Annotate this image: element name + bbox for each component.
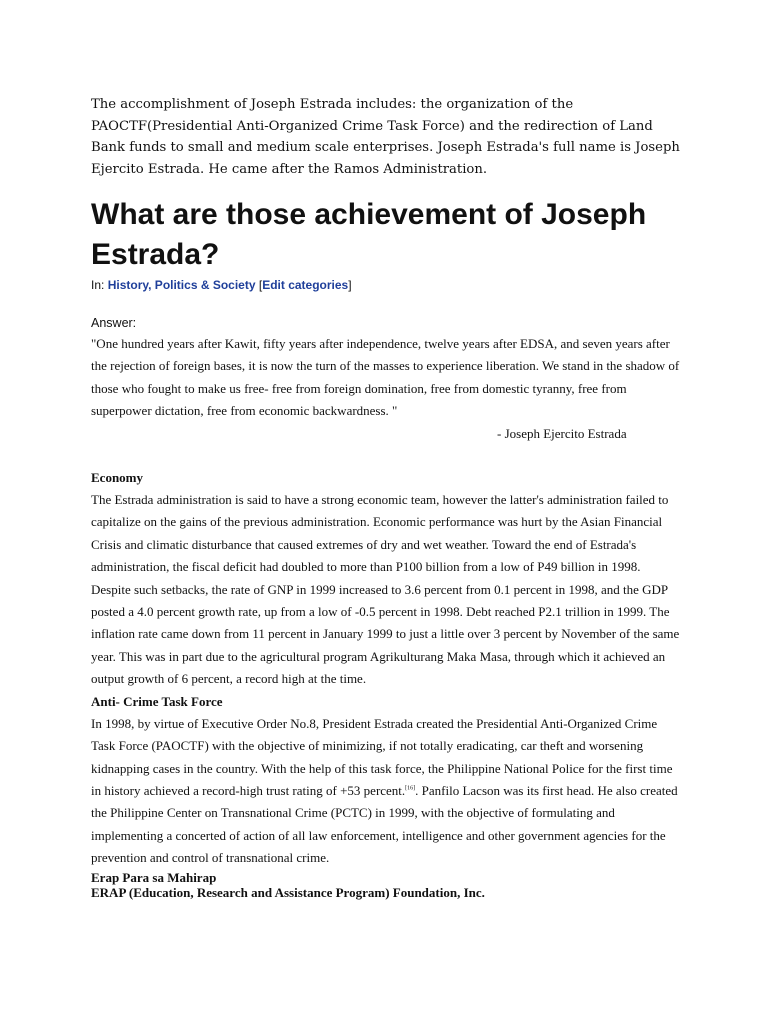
economy-heading: Economy xyxy=(91,470,143,486)
crime-text-after: . Panfilo Lacson was its first head. He also created the Philippine Center on Transnational Crime (PCTC) in 1999, with the objective of formulating and implementing a concerted of action of all law enforcement, intelligence and other government agencies for the prevention and control of transnational crime. xyxy=(91,782,678,866)
economy-paragraph: The Estrada administration is said to have a strong economic team, however the latter's administration failed to capitalize on the gains of the previous administration. Economic performance was hurt by the Asian Financial Crisis and climatic disturbance that caused extremes of dry and wet weather. Toward the end of Estrada's administration, the fiscal deficit had doubled to more than P100 billion from a low of P49 billion in 1998. Despite such setbacks, the rate of GNP in 1999 increased to 3.6 percent from 0.1 percent in 1998, and the GDP posted a 4.0 percent growth rate, up from a low of -0.5 percent in 1998. Debt reached P2.1 trillion in 1999. The inflation rate came down from 11 percent in January 1999 to just a little over 3 percent by November of the same year. This was in part due to the agricultural program Agrikulturang Maka Masa, through which it achieved an output growth of 6 percent, a record high at the time. xyxy=(91,492,680,687)
answer-label: Answer: xyxy=(91,316,137,330)
document-page xyxy=(91,94,681,900)
category-line xyxy=(91,277,681,293)
crime-text-before: In 1998, by virtue of Executive Order No.8, President Estrada created the Presidential Anti-Organized Crime Task Force (PAOCTF) with the objective of minimizing, if not totally eradicating, car theft and worsening kidnapping cases in the country. With the help of this task force, the Philippine National Police for the first time in history achieved a record-high trust rating of +53 percent. xyxy=(91,715,673,798)
footnote-ref[interactable]: [16] xyxy=(405,785,416,792)
crime-paragraph xyxy=(91,713,681,870)
crime-heading: Anti- Crime Task Force xyxy=(91,693,223,709)
edit-categories-link[interactable]: Edit categories xyxy=(262,278,349,292)
erap-para-heading: Erap Para sa Mahirap xyxy=(91,869,217,885)
bracket-close: ] xyxy=(348,278,352,292)
quote-paragraph: "One hundred years after Kawit, fifty years after independence, twelve years after EDSA, and seven years after the rejection of foreign bases, it is now the turn of the masses to experience liberation. We stand in the shadow of those who fought to make us free- free from foreign domination, free from domestic tyranny, free from superpower dictation, free from economic backwardness. " xyxy=(91,336,680,419)
intro-paragraph: The accomplishment of Joseph Estrada includes: the organization of the PAOCTF(Presidential Anti-Organized Crime Task Force) and the redirection of Land Bank funds to small and medium scale enterprises. Joseph Estrada's full name is Joseph Ejercito Estrada. He came after the Ramos Administration. xyxy=(91,97,680,177)
erap-foundation-heading: ERAP (Education, Research and Assistance Program) Foundation, Inc. xyxy=(91,884,485,900)
bracket-open: [ xyxy=(258,278,263,292)
category-link[interactable]: History, Politics & Society xyxy=(107,278,256,292)
question-title: What are those achievement of Joseph Estrada? xyxy=(91,198,647,271)
category-prefix: In: xyxy=(91,278,105,292)
quote-attribution: - Joseph Ejercito Estrada xyxy=(497,425,627,441)
